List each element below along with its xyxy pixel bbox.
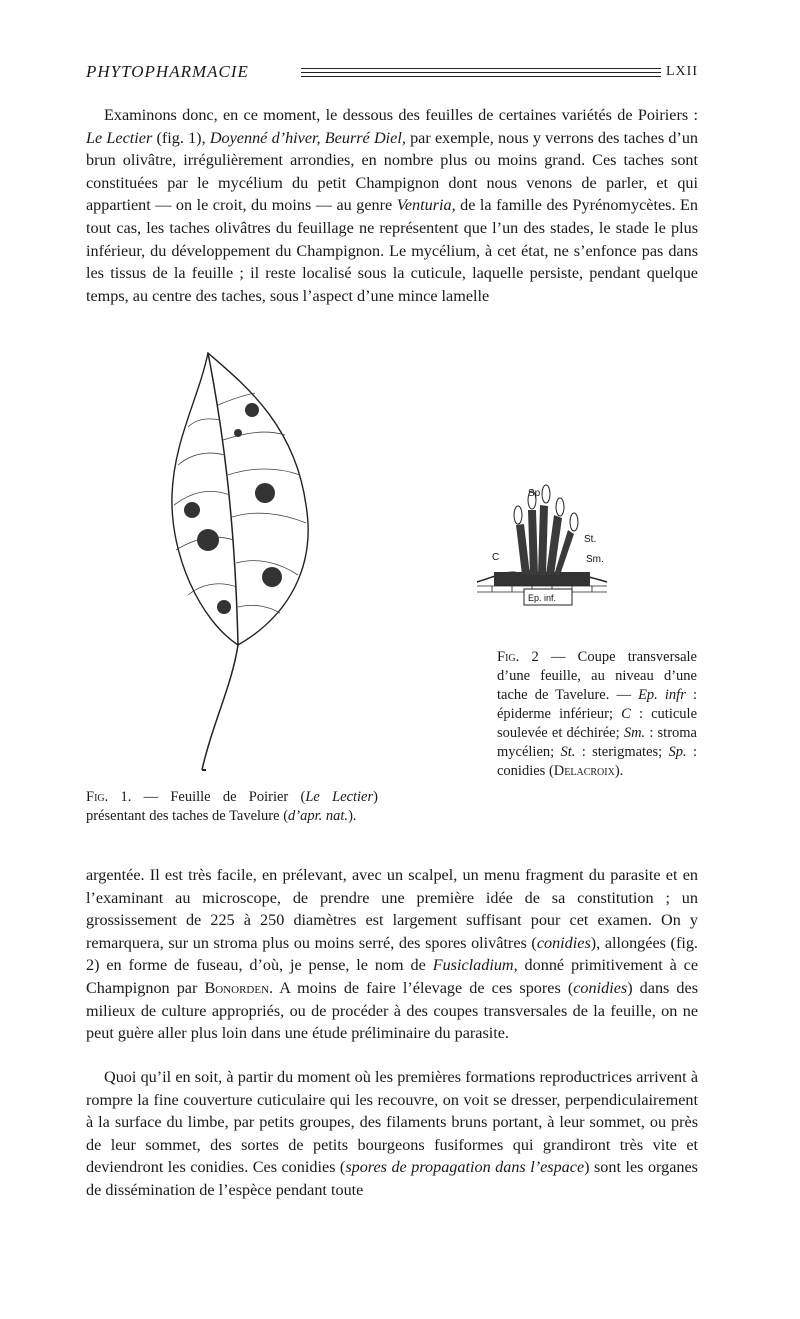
page-header (86, 62, 698, 88)
leaf-cross-section-figure (472, 480, 612, 610)
label-ep: Ep. inf. (528, 593, 557, 603)
paragraph-3: Quoi qu’il en soit, à partir du moment où les premières formations reproductrices arrivent à rompre la fine couverture cuticulaire qui les recouvre, on voit se dresser, perpendiculairement à la surface du limbe, par petits groupes, des filaments bruns portant, à leur sommet, ou près de leur sommet, des sortes de petits bourgeons fusiformes qui grandiront très vite et deviendront les conidies. Ces conidies (spores de propagation dans l’espace) sont les organes de dissémination de l’espèce pendant toute (86, 1068, 698, 1199)
leaf-spot (184, 502, 200, 518)
header-rule (301, 76, 661, 77)
header-rule (301, 72, 661, 73)
label-sp: Sp (528, 488, 541, 499)
leaf-spot (234, 429, 242, 437)
leaf-spot (217, 600, 231, 614)
paragraph-1: Examinons donc, en ce moment, le dessous des feuilles de certaines variétés de Poiriers : Le Lectier (fig. 1), Doyenné d’hiver, Beurré Diel, par exemple, nous y verrons des taches d’un brun olivâtre, irrégulièrement arrondies, en nombre plus ou moins grand. Ces taches sont constituées par le mycélium du petit Champignon dont nous venons de parler, et qui appartient — on le croit, du moins — au genre Venturia, de la famille des Pyrénomycètes. En tout cas, les taches olivâtres du feuillage ne représentent que l’un des stades, le stade le plus inférieur, du développement du Champignon. Le mycélium, à cet état, ne s’enfonce pas dans les tissus de la feuille ; il reste localisé sous la cuticule, laquelle persiste, pendant quelque temps, au centre des taches, sous l’aspect d’une mince lamelle (86, 106, 699, 305)
leaf-spot (255, 483, 275, 503)
figure-2-caption: Fig. 2 — Coupe transversale d’une feuille, au niveau d’une tache de Tavelure. — Ep. infr : épiderme inférieur; C : cuticule soulevée et déchirée; Sm. : stroma mycélien; St. : sterigmates; Sp. : conidies (Delacroix). (497, 649, 698, 779)
pear-leaf-figure (160, 345, 320, 780)
label-sm: Sm. (586, 554, 604, 565)
header-rule (301, 68, 661, 69)
running-title: PHYTOPHARMACIE (86, 62, 249, 81)
leaf-spot (262, 567, 282, 587)
leaf-spot (197, 529, 219, 551)
label-st: St. (584, 534, 597, 545)
figure-1-caption: Fig. 1. — Feuille de Poirier (Le Lectier) présentant des taches de Tavelure (d’apr. nat.). (86, 789, 378, 824)
label-c: C (492, 552, 500, 563)
page-number: LXII (666, 64, 698, 79)
sterigmata (516, 505, 574, 575)
paragraph-2: argentée. Il est très facile, en prélevant, avec un scalpel, un menu fragment du parasite et en l’examinant au microscope, de prendre une première idée de sa constitution ; un grossissement de 225 à 250 diamètres est largement suffisant pour cet examen. On y remarquera, sur un stroma plus ou moins serré, des spores olivâtres (conidies), allongées (fig. 2) en forme de fuseau, d’où, je pense, le nom de Fusicladium, donné primitivement à ce Champignon par Bonorden. A moins de faire l’élevage de ces spores (conidies) dans des milieux de culture appropriés, ou de procéder à des coupes transversales de la feuille, on ne peut guère aller plus loin dans une étude préliminaire du parasite. (86, 866, 699, 1043)
leaf-spot (245, 403, 259, 417)
